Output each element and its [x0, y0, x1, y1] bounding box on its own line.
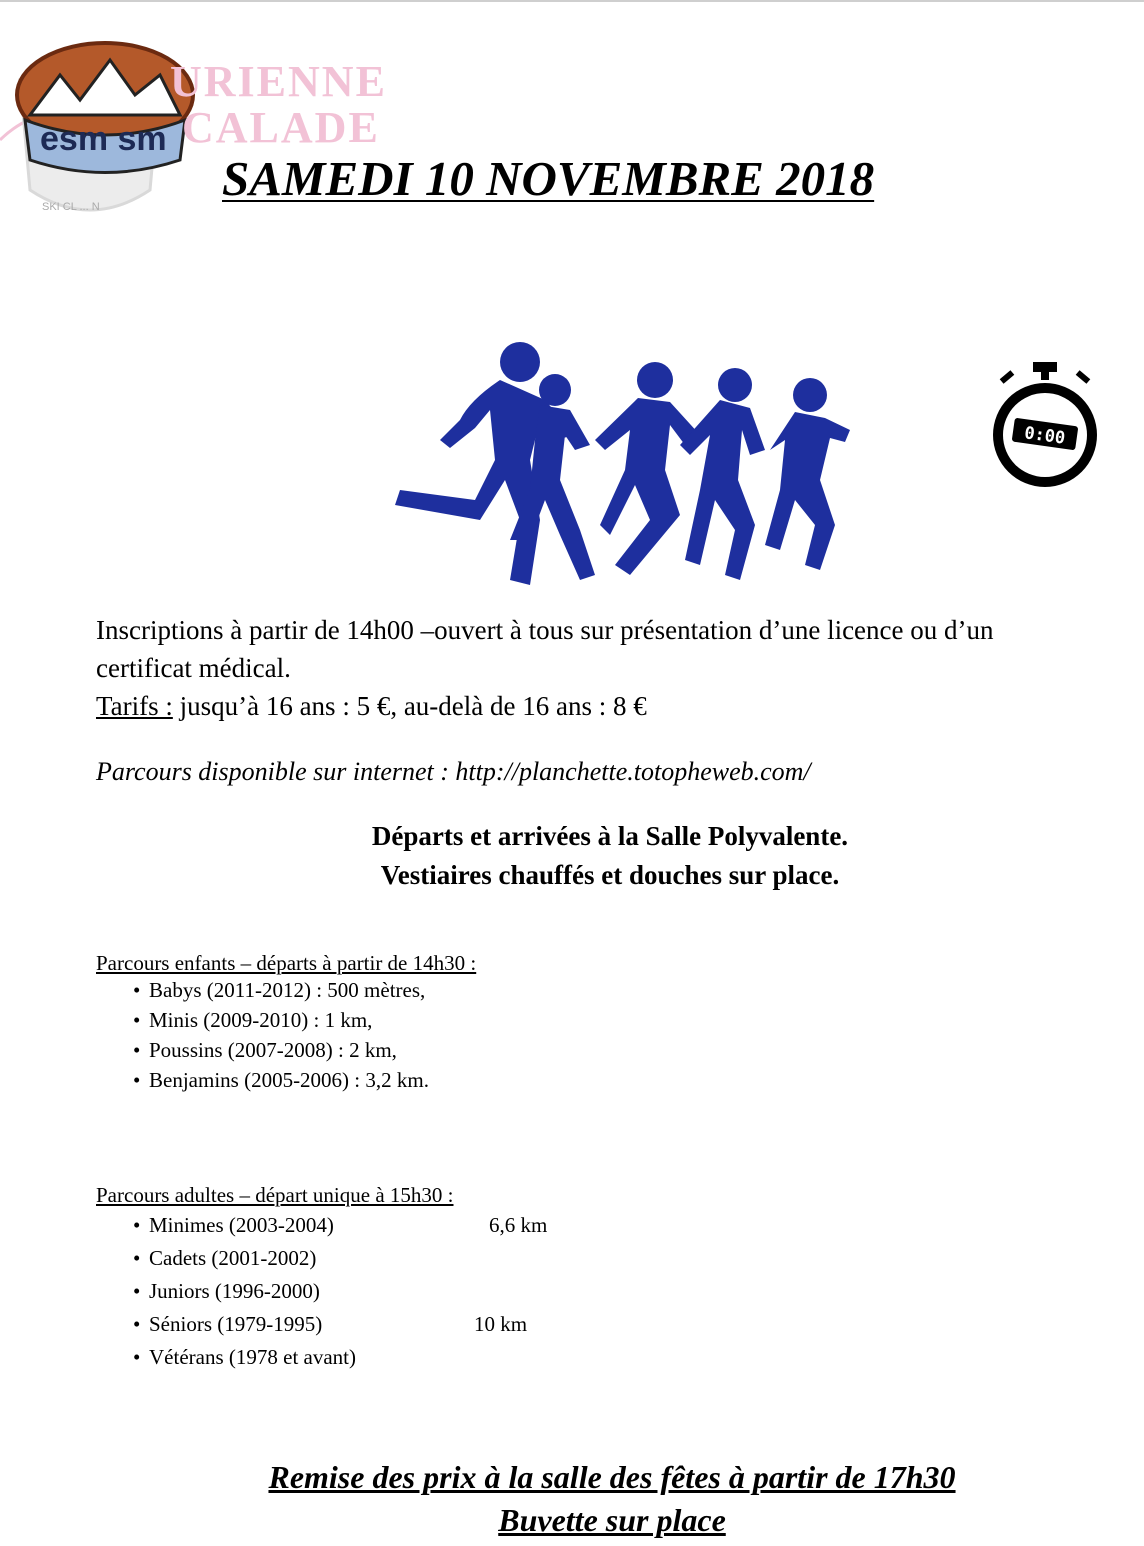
stopwatch-icon: [985, 360, 1105, 490]
children-routes-list: [133, 978, 429, 1098]
svg-text:SKI CL ... N: SKI CL ... N: [42, 201, 100, 213]
registration-info: [96, 611, 994, 687]
refreshments-info: Buvette sur place: [498, 1502, 726, 1538]
prices: [96, 687, 647, 725]
logo-text-line1: URIENNE: [170, 57, 387, 106]
children-routes-heading: Parcours enfants – départs à partir de 14h30 :: [96, 951, 477, 975]
awards-info: Remise des prix à la salle des fêtes à partir de 17h30: [268, 1459, 956, 1495]
runners-silhouette-icon: [380, 340, 860, 600]
list-item: • Minis (2009-2010) : 1 km,: [133, 1008, 373, 1032]
adult-routes-list: [133, 1213, 548, 1378]
prices-label: Tarifs :: [96, 691, 173, 721]
prices-text: jusqu’à 16 ans : 5 €, au-delà de 16 ans : 8 €: [172, 691, 647, 721]
list-item: • Poussins (2007-2008) : 2 km,: [133, 1038, 397, 1062]
registration-line-1: Inscriptions à partir de 14h00 –ouvert à tous sur présentation d’une licence ou d’un: [96, 615, 994, 645]
route-link-text: Parcours disponible sur internet : http://planchette.totopheweb.com/: [96, 757, 811, 786]
list-item: • Minimes (2003-2004) 6,6 km: [133, 1213, 548, 1237]
route-distance: 6,6 km: [489, 1213, 548, 1237]
start-finish-info: Départs et arrivées à la Salle Polyvalente.: [371, 821, 849, 851]
registration-line-2: certificat médical.: [96, 653, 291, 683]
svg-text:esm sm: esm sm: [40, 120, 167, 158]
list-item: • Cadets (2001-2002): [133, 1246, 317, 1270]
list-item: • Séniors (1979-1995) 10 km: [133, 1312, 528, 1336]
logo-text-line2: CALADE: [182, 103, 380, 152]
list-item: • Juniors (1996-2000): [133, 1279, 320, 1303]
page-title: SAMEDI 10 NOVEMBRE 2018: [222, 151, 875, 206]
svg-text:0:00: 0:00: [1023, 423, 1067, 449]
list-item: • Vétérans (1978 et avant): [133, 1345, 356, 1369]
adult-routes-heading: Parcours adultes – départ unique à 15h30 :: [96, 1183, 454, 1207]
facilities-info: Vestiaires chauffés et douches sur place.: [380, 860, 840, 890]
list-item: • Babys (2011-2012) : 500 mètres,: [133, 978, 426, 1002]
list-item: • Benjamins (2005-2006) : 3,2 km.: [133, 1068, 429, 1092]
route-distance: 10 km: [474, 1312, 528, 1336]
page-top-border: [0, 0, 1144, 2]
